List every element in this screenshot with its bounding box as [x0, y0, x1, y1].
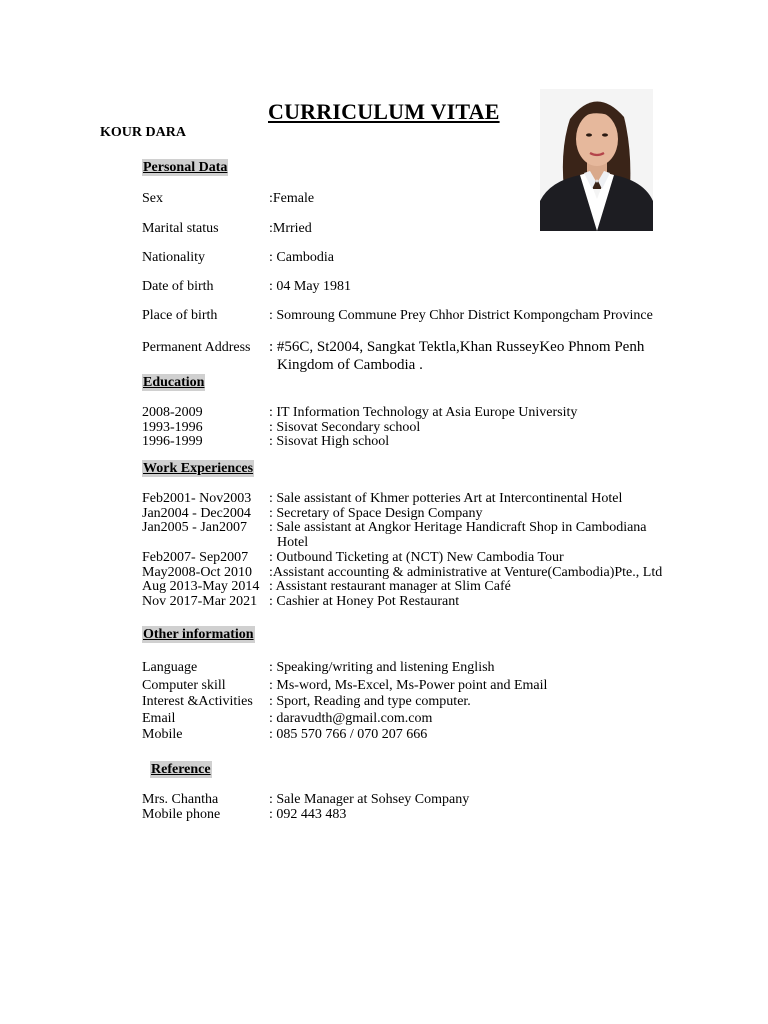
label-date-of-birth: Date of birth	[142, 279, 214, 294]
label-work-7: Nov 2017-Mar 2021	[142, 594, 258, 609]
value-interest: : Sport, Reading and type computer.	[269, 694, 471, 709]
label-work-5: May2008-Oct 2010	[142, 565, 253, 580]
value-permanent-address-line2: Kingdom of Cambodia .	[277, 357, 423, 373]
value-work-1: : Sale assistant of Khmer potteries Art at Intercontinental Hotel	[269, 491, 623, 506]
value-email: : daravudth@gmail.com.com	[269, 711, 433, 726]
section-heading-work: Work Experiences	[143, 461, 254, 476]
label-language: Language	[142, 660, 198, 675]
label-education-3: 1996-1999	[142, 434, 203, 449]
label-education-1: 2008-2009	[142, 405, 203, 420]
label-mobile: Mobile	[142, 727, 183, 742]
label-email: Email	[142, 711, 176, 726]
value-work-7: : Cashier at Honey Pot Restaurant	[269, 594, 460, 609]
value-reference-name: : Sale Manager at Sohsey Company	[269, 792, 470, 807]
value-nationality: : Cambodia	[269, 250, 334, 265]
label-marital-status: Marital status	[142, 221, 219, 236]
value-education-2: : Sisovat Secondary school	[269, 420, 421, 435]
profile-photo	[540, 89, 653, 231]
value-work-3: : Sale assistant at Angkor Heritage Handicraft Shop in Cambodiana	[269, 520, 647, 535]
value-date-of-birth: : 04 May 1981	[269, 279, 352, 294]
value-sex: :Female	[269, 191, 315, 206]
label-computer-skill: Computer skill	[142, 678, 226, 693]
value-marital-status: :Mrried	[269, 221, 312, 236]
value-education-3: : Sisovat High school	[269, 434, 390, 449]
label-reference-phone: Mobile phone	[142, 807, 221, 822]
value-work-2: : Secretary of Space Design Company	[269, 506, 483, 521]
section-heading-education: Education	[143, 375, 205, 390]
value-work-5: :Assistant accounting & administrative at Venture(Cambodia)Pte., Ltd	[269, 565, 663, 580]
section-heading-reference: Reference	[151, 762, 211, 777]
label-reference-name: Mrs. Chantha	[142, 792, 219, 807]
value-computer-skill: : Ms-word, Ms-Excel, Ms-Power point and Email	[269, 678, 548, 693]
value-language: : Speaking/writing and listening English	[269, 660, 495, 675]
label-work-4: Feb2007- Sep2007	[142, 550, 249, 565]
value-work-6: : Assistant restaurant manager at Slim Café	[269, 579, 511, 594]
label-sex: Sex	[142, 191, 163, 206]
value-permanent-address: : #56C, St2004, Sangkat Tektla,Khan RusseyKeo Phnom Penh	[269, 339, 645, 355]
label-work-2: Jan2004 - Dec2004	[142, 506, 251, 521]
label-permanent-address: Permanent Address	[142, 340, 251, 355]
value-work-4: : Outbound Ticketing at (NCT) New Cambodia Tour	[269, 550, 564, 565]
label-interest: Interest &Activities	[142, 694, 253, 709]
label-work-3: Jan2005 - Jan2007	[142, 520, 247, 535]
label-nationality: Nationality	[142, 250, 205, 265]
document-title: CURRICULUM VITAE	[268, 99, 500, 124]
candidate-name: KOUR DARA	[100, 125, 186, 140]
label-work-6: Aug 2013-May 2014	[142, 579, 260, 594]
label-work-1: Feb2001- Nov2003	[142, 491, 252, 506]
section-heading-other: Other information	[143, 627, 254, 642]
value-work-3-line2: Hotel	[277, 535, 309, 550]
section-heading-personal: Personal Data	[143, 160, 228, 175]
label-education-2: 1993-1996	[142, 420, 203, 435]
value-place-of-birth: : Somroung Commune Prey Chhor District Kompongcham Province	[269, 308, 653, 323]
value-mobile: : 085 570 766 / 070 207 666	[269, 727, 428, 742]
value-education-1: : IT Information Technology at Asia Europe University	[269, 405, 578, 420]
label-place-of-birth: Place of birth	[142, 308, 218, 323]
value-reference-phone: : 092 443 483	[269, 807, 347, 822]
